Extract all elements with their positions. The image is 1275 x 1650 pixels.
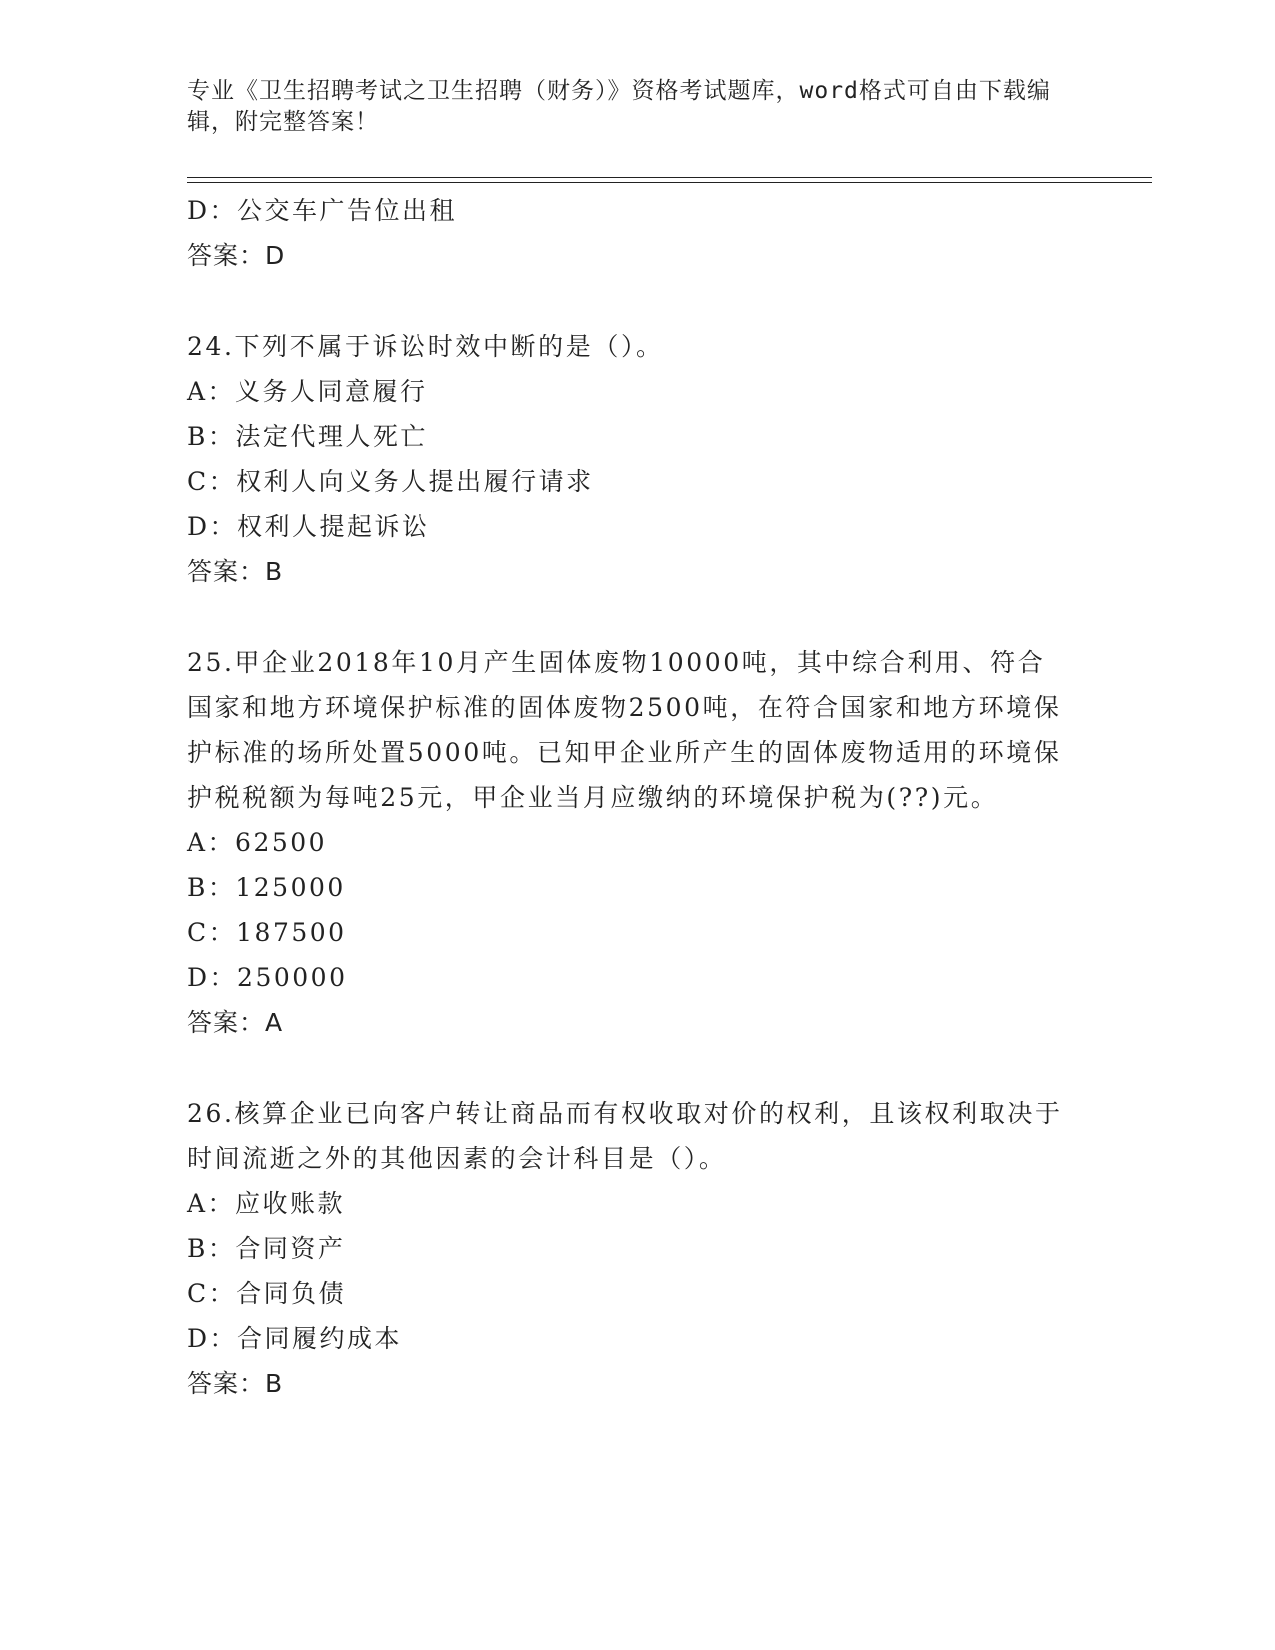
option-b: B：合同资产 [187,1234,346,1263]
option-b: B：法定代理人死亡 [187,422,428,451]
question-list [187,188,1067,1406]
option-a: A：应收账款 [187,1189,346,1218]
question-text: 24.下列不属于诉讼时效中断的是（）。 [187,332,664,361]
option-c: C：合同负债 [187,1279,347,1308]
answer: 答案：A [187,1008,284,1037]
option-a: A：62500 [187,828,328,857]
option-b: B：125000 [187,873,346,902]
option-d: D：合同履约成本 [187,1324,403,1353]
question-25 [187,640,1067,1045]
answer: 答案：B [187,1369,284,1398]
option-c: C：权利人向义务人提出履行请求 [187,467,594,496]
document-header: 专业《卫生招聘考试之卫生招聘（财务）》资格考试题库，word格式可自由下载编辑，附完整答案！ [187,78,1051,135]
question-24 [187,324,1067,594]
option-d: D：250000 [187,963,348,992]
header-rule-top [187,177,1152,178]
prev-answer: 答案：D [187,241,286,270]
option-c: C：187500 [187,918,347,947]
prev-option-d: D：公交车广告位出租 [187,196,458,225]
header-rule-bottom [187,182,1152,183]
question-26 [187,1091,1067,1406]
option-d: D：权利人提起诉讼 [187,512,430,541]
answer: 答案：B [187,557,284,586]
question-text: 25.甲企业2018年10月产生固体废物10000吨，其中综合利用、符合国家和地方环境保护标准的固体废物2500吨，在符合国家和地方环境保护标准的场所处置5000吨。已知甲企业所产生的固体废物适用的环境保护税税额为每吨25元，甲企业当月应缴纳的环境保护税为(??)元。 [187,648,1062,812]
option-a: A：义务人同意履行 [187,377,428,406]
question-text: 26.核算企业已向客户转让商品而有权收取对价的权利，且该权利取决于时间流逝之外的其他因素的会计科目是（）。 [187,1099,1063,1173]
